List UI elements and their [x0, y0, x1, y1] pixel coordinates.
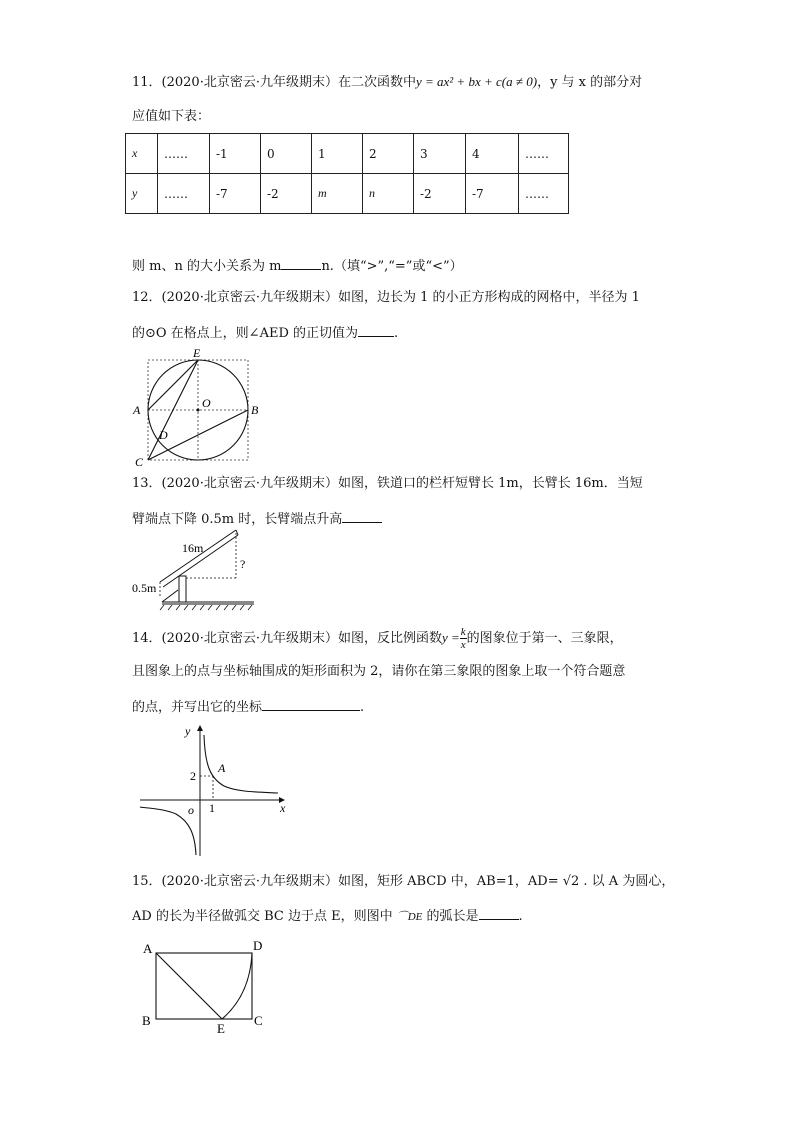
table-cell: y — [126, 174, 158, 214]
label-A: A — [143, 941, 153, 956]
q12-line2 — [132, 322, 398, 344]
table-cell: …… — [519, 174, 569, 214]
q11-text-c: 则 m、n 的大小关系为 m — [132, 259, 282, 274]
table-cell: 4 — [466, 134, 519, 174]
q11-line1 — [132, 72, 642, 93]
answer-blank[interactable] — [358, 322, 394, 337]
label-O: O — [202, 396, 211, 410]
label-D: D — [253, 938, 263, 953]
answer-blank[interactable] — [342, 508, 382, 523]
q12-circle-figure — [130, 346, 290, 469]
q11-line3 — [132, 255, 463, 277]
q11-text-b: ，y 与 x 的部分对 — [537, 75, 643, 90]
q11-line2: 应值如下表： — [132, 109, 211, 124]
table-cell: 3 — [414, 134, 466, 174]
table-cell: …… — [158, 134, 210, 174]
q12-text-a: 的⊙O 在格点上，则∠AED 的正切值为 — [132, 326, 359, 341]
q11-formula: y = ax² + bx + c(a ≠ 0) — [415, 74, 538, 89]
table-cell: 2 — [363, 134, 414, 174]
q14-line3 — [132, 696, 364, 718]
q15-text-c: . — [518, 909, 523, 924]
label-C: C — [135, 455, 144, 469]
table-cell: -7 — [466, 174, 519, 214]
table-cell: -2 — [414, 174, 466, 214]
q11-value-table — [125, 133, 569, 214]
q15-line1: 15．(2020·北京密云·九年级期末）如图，矩形 ABCD 中，AB=1，AD= √2 . 以 A 为圆心， — [132, 874, 675, 889]
q14-lhs: y = — [441, 630, 460, 645]
q13-line2 — [132, 508, 382, 530]
q14-line2: 且图象上的点与坐标轴围成的矩形面积为 2，请你在第三象限的图象上取一个符合题意 — [132, 664, 626, 679]
label-question-mark: ? — [240, 557, 246, 571]
q14-line1 — [132, 624, 623, 653]
table-cell: 1 — [312, 134, 363, 174]
q13-line1: 13．(2020·北京密云·九年级期末）如图，铁道口的栏杆短臂长 1m，长臂长 16m．当短 — [132, 476, 643, 491]
q15-text-b: 的弧长是 — [426, 909, 479, 924]
label-B: B — [251, 403, 259, 417]
q14-text-b: 的图象位于第一、三象限， — [466, 631, 623, 646]
label-x: x — [280, 801, 286, 815]
label-A: A — [218, 761, 226, 775]
label-E: E — [193, 346, 201, 360]
table-cell: …… — [519, 134, 569, 174]
table-row — [126, 134, 569, 174]
label-A: A — [133, 403, 141, 417]
q12-line1: 12．(2020·北京密云·九年级期末）如图，边长为 1 的小正方形构成的网格中，半径为 1 — [132, 290, 640, 305]
table-cell: -2 — [261, 174, 312, 214]
label-D: D — [159, 428, 168, 442]
label-E: E — [217, 1021, 225, 1036]
table-cell: …… — [158, 174, 210, 214]
table-cell: -1 — [210, 134, 261, 174]
q14-text-c: 的点，并写出它的坐标 — [132, 700, 263, 715]
q12-text-b: . — [394, 326, 399, 341]
answer-blank[interactable] — [479, 905, 519, 920]
label-16m: 16m — [182, 541, 204, 555]
q14-text-d: . — [360, 700, 365, 715]
label-y: y — [185, 724, 191, 738]
q13-text-a: 臂端点下降 0.5m 时，长臂端点升高 — [132, 512, 343, 527]
q14-fraction — [460, 626, 467, 651]
label-one: 1 — [209, 801, 215, 815]
q13-railing-figure — [130, 530, 260, 614]
label-B: B — [142, 1013, 151, 1028]
q15-text-a: AD 的长为半径做弧交 BC 边于点 E，则图中 — [132, 909, 393, 924]
q15-line2 — [132, 905, 523, 927]
answer-blank[interactable] — [281, 255, 321, 270]
table-row — [126, 174, 569, 214]
arc-DE: ⌒DE — [396, 911, 423, 923]
q14-hyperbola-figure — [132, 720, 302, 860]
q11-text-a: 11．(2020·北京密云·九年级期末）在二次函数中 — [132, 75, 416, 90]
label-C: C — [254, 1013, 263, 1028]
fraction-numerator: k — [460, 626, 466, 638]
table-cell: -7 — [210, 174, 261, 214]
label-origin: o — [188, 803, 194, 817]
q15-rectangle-figure — [138, 935, 278, 1035]
table-cell: n — [363, 174, 414, 214]
table-cell: x — [126, 134, 158, 174]
fraction-denominator: x — [460, 639, 466, 651]
table-cell: m — [312, 174, 363, 214]
answer-blank[interactable] — [262, 696, 360, 711]
label-two: 2 — [190, 769, 196, 783]
q14-text-a: 14．(2020·北京密云·九年级期末）如图，反比例函数 — [132, 631, 442, 646]
label-0-5m: 0.5m — [132, 581, 157, 595]
q11-text-d: n.（填“>”,“=”或“<”） — [321, 259, 463, 274]
table-cell: 0 — [261, 134, 312, 174]
